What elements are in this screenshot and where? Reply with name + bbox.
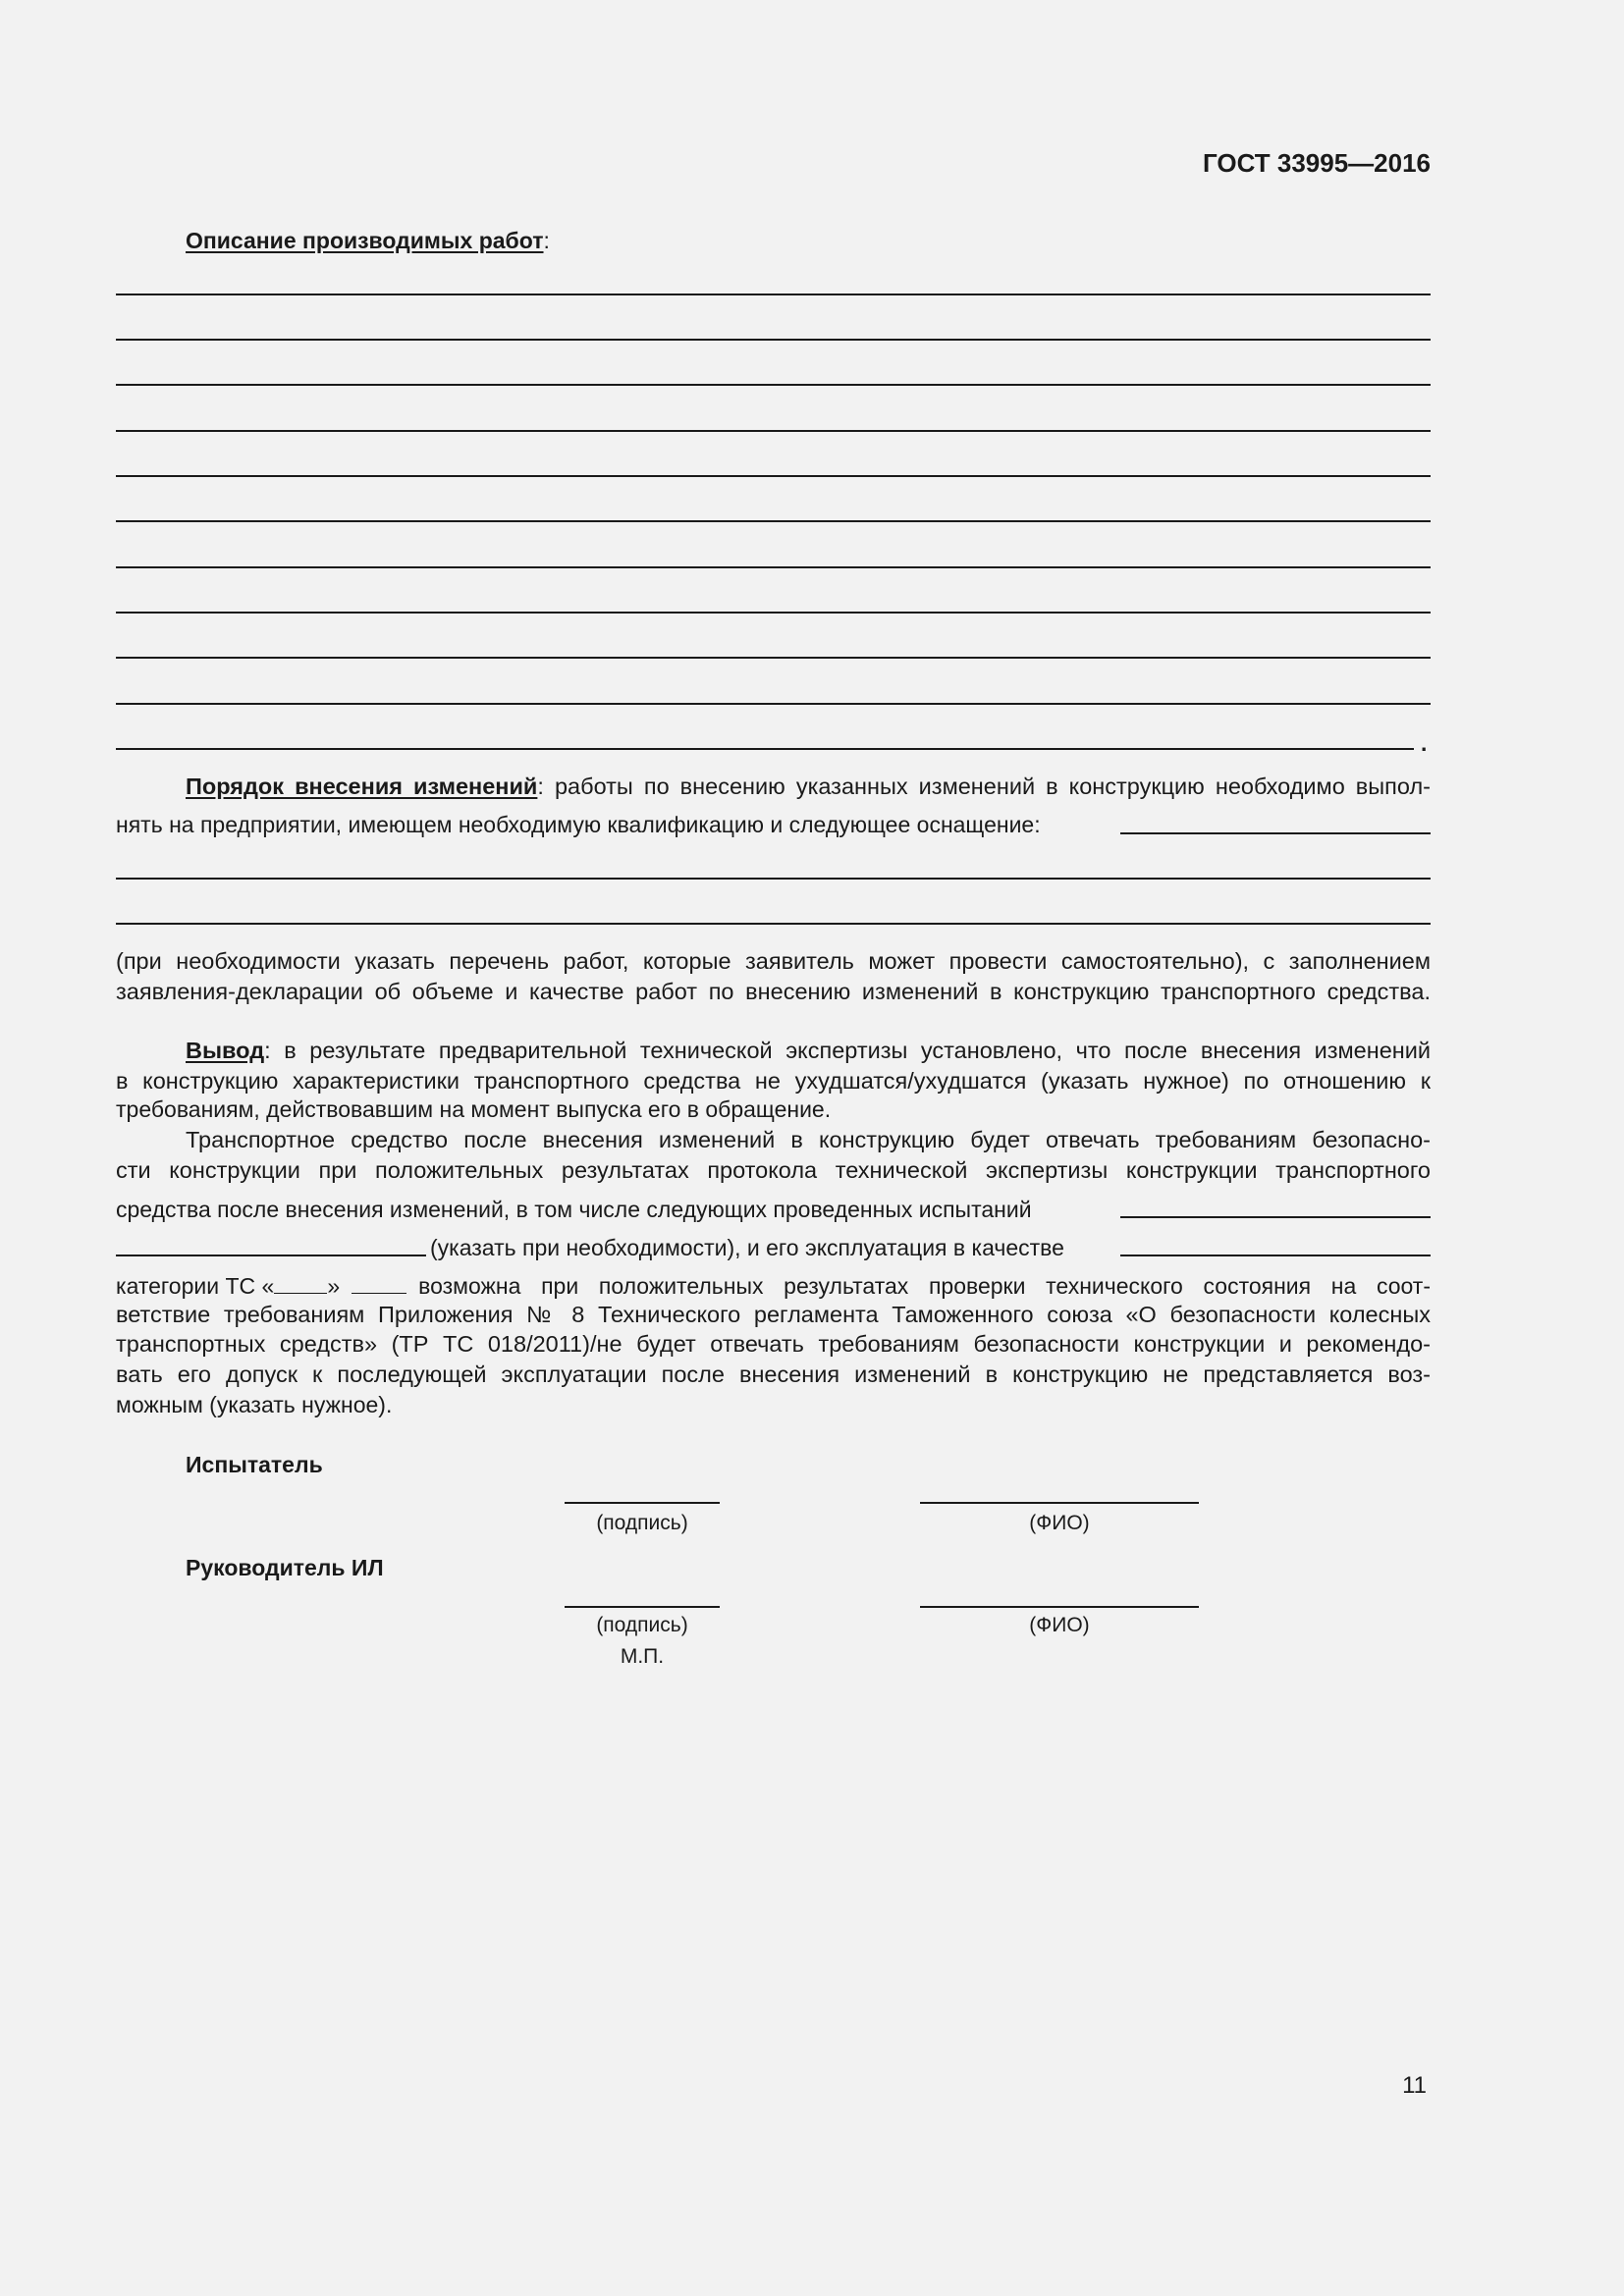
head-signature-caption: (подпись): [596, 1614, 688, 1636]
category-blank[interactable]: [274, 1271, 327, 1294]
conclusion-p2-line6: ветствие требованиям Приложения № 8 Технического регламента Таможенного союза «О безопасности колесных: [116, 1302, 1431, 1327]
work-line-4[interactable]: [116, 430, 1431, 432]
work-line-2[interactable]: [116, 339, 1431, 341]
equipment-line-inline[interactable]: [1120, 832, 1431, 834]
equipment-line-2[interactable]: [116, 878, 1431, 880]
work-line-10[interactable]: [116, 703, 1431, 705]
head-signature-line[interactable]: [565, 1606, 720, 1608]
work-line-9[interactable]: [116, 657, 1431, 659]
work-line-1[interactable]: [116, 294, 1431, 295]
conclusion-p2-line4: (указать при необходимости), и его эксплуатация в качестве: [430, 1235, 1064, 1260]
stamp-caption: М.П.: [620, 1645, 665, 1668]
work-line-7[interactable]: [116, 566, 1431, 568]
operation-type-line[interactable]: [1120, 1255, 1431, 1256]
tests-line-2[interactable]: [116, 1255, 426, 1256]
work-line-11[interactable]: [116, 748, 1414, 750]
conclusion-line2: в конструкцию характеристики транспортного средства не ухудшатся/ухудшатся (указать нужное) по отношению к: [116, 1068, 1431, 1094]
order-paragraph-line2: нять на предприятии, имеющем необходимую квалификацию и следующее оснащение:: [116, 812, 1041, 837]
work-line-6[interactable]: [116, 520, 1431, 522]
tester-signature-caption: (подпись): [596, 1512, 688, 1534]
tester-name-line[interactable]: [920, 1502, 1199, 1504]
note-line1: (при необходимости указать перечень работ, которые заявитель может провести самостоятельно), с заполнением: [116, 948, 1431, 974]
work-line-8[interactable]: [116, 612, 1431, 614]
conclusion-line1: Вывод: в результате предварительной технической экспертизы установлено, что после внесения изменений: [186, 1038, 1432, 1063]
tests-line-inline[interactable]: [1120, 1216, 1431, 1218]
work-description-heading: Описание производимых работ:: [186, 228, 550, 253]
head-name-caption: (ФИО): [1029, 1614, 1090, 1636]
tester-name-caption: (ФИО): [1029, 1512, 1090, 1534]
conclusion-p2-line9: можным (указать нужное).: [116, 1392, 393, 1417]
standard-number: ГОСТ 33995—2016: [1203, 148, 1431, 178]
category-blank-2[interactable]: [352, 1271, 406, 1294]
conclusion-p2-line7: транспортных средств» (ТР ТС 018/2011)/не будет отвечать требованиям безопасности конструкции и рекомендо-: [116, 1331, 1431, 1357]
conclusion-p2-line5: категории ТС « » возможна при положительных результатах проверки технического состояния на соот-: [116, 1273, 1431, 1299]
conclusion-p2-line8: вать его допуск к последующей эксплуатации после внесения изменений в конструкцию не представляется воз-: [116, 1362, 1431, 1387]
conclusion-line3: требованиям, действовавшим на момент выпуска его в обращение.: [116, 1096, 832, 1122]
note-line2: заявления-декларации об объеме и качестве работ по внесению изменений в конструкцию транспортного средства.: [116, 979, 1431, 1004]
page-number: 11: [1402, 2072, 1427, 2099]
work-line-3[interactable]: [116, 384, 1431, 386]
head-name-line[interactable]: [920, 1606, 1199, 1608]
tester-label: Испытатель: [186, 1452, 323, 1477]
order-paragraph-line1: Порядок внесения изменений: работы по внесению указанных изменений в конструкцию необходимо выпол-: [186, 774, 1432, 799]
conclusion-p2-line3: средства после внесения изменений, в том числе следующих проведенных испытаний: [116, 1197, 1032, 1222]
work-line-5[interactable]: [116, 475, 1431, 477]
work-end-period: .: [1421, 730, 1428, 756]
head-label: Руководитель ИЛ: [186, 1555, 384, 1580]
conclusion-p2-line1: Транспортное средство после внесения изменений в конструкцию будет отвечать требованиям безопасно-: [186, 1127, 1431, 1152]
equipment-line-3[interactable]: [116, 923, 1431, 925]
tester-signature-line[interactable]: [565, 1502, 720, 1504]
conclusion-p2-line2: сти конструкции при положительных результатах протокола технической экспертизы конструкции транспортного: [116, 1157, 1431, 1183]
